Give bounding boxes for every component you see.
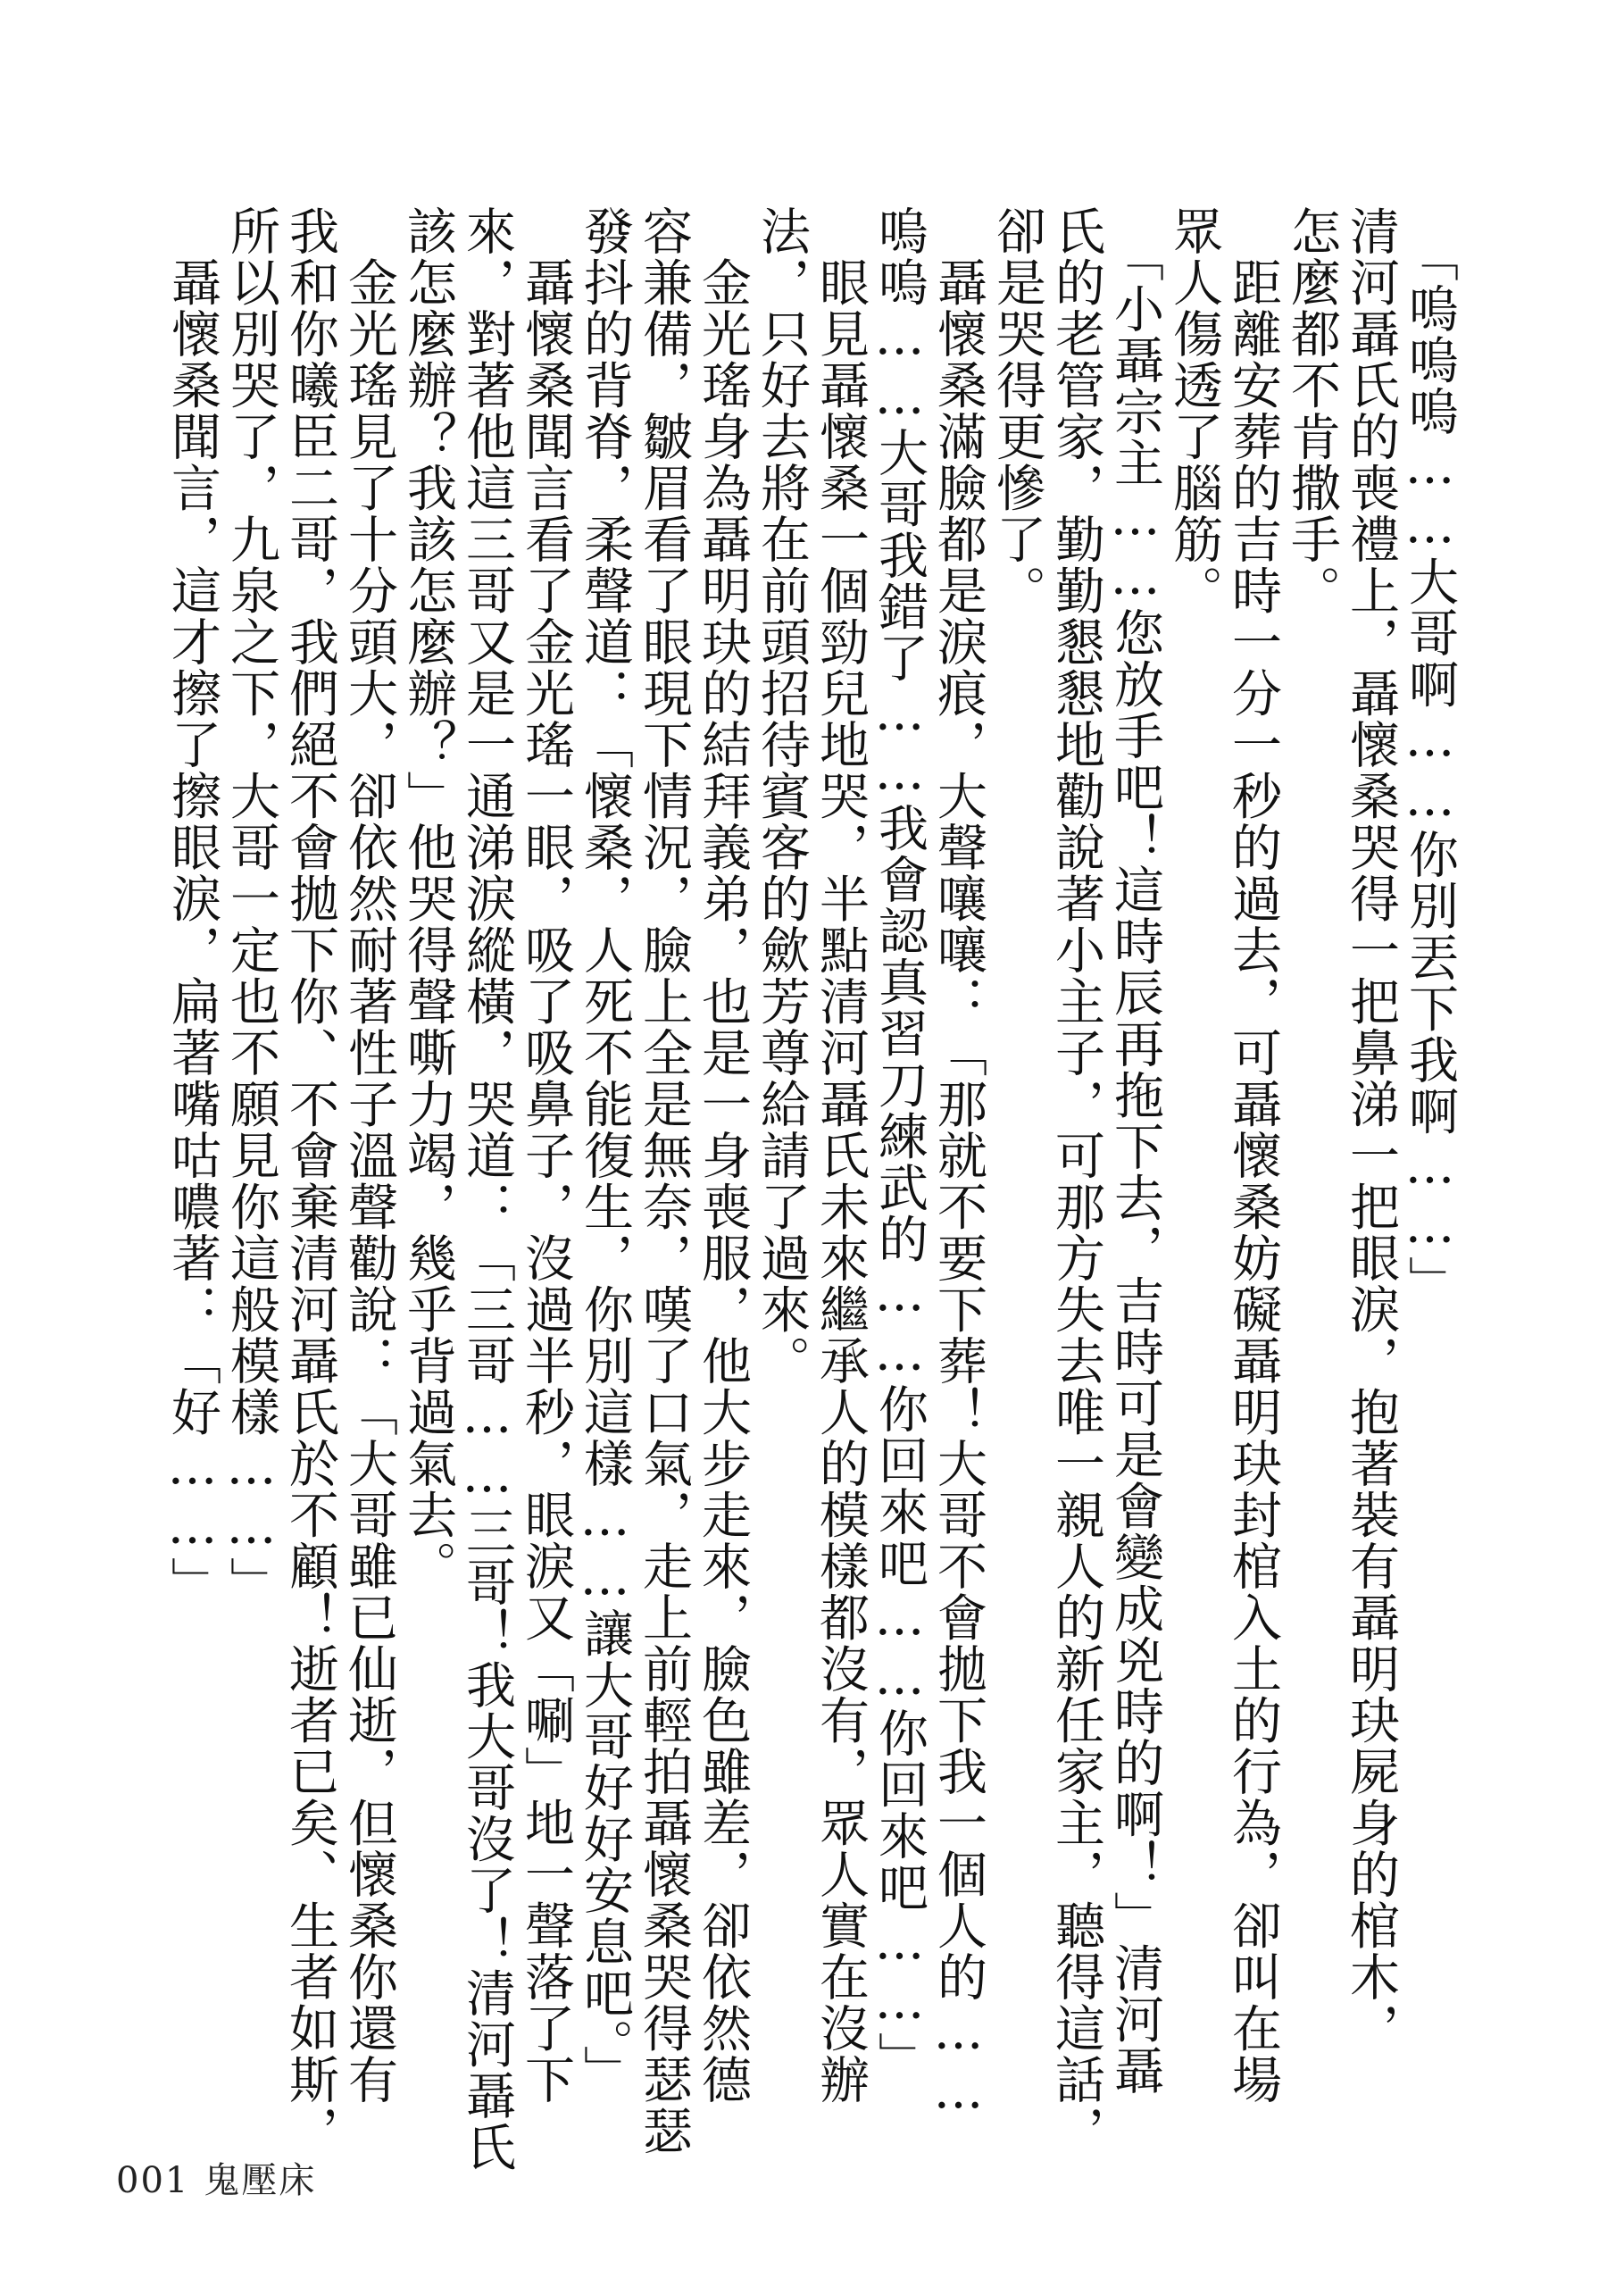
text-column: 氏的老管家，勤勤懇懇地勸說著小主子，可那方失去唯一親人的新任家主，聽得這話， [1047,205,1105,2157]
text-column: 聶懷桑滿臉都是淚痕，大聲嚷嚷：「那就不要下葬！大哥不會拋下我一個人的…… [929,205,987,2122]
text-column: 距離安葬的吉時一分一秒的過去，可聶懷桑妨礙聶明玦封棺入土的行為，卻叫在場 [1224,205,1282,2106]
text-column: 金光瑤見了十分頭大，卻依然耐著性子溫聲勸說：「大哥雖已仙逝，但懷桑你還有 [340,205,398,2106]
text-column: 該怎麼辦？我該怎麼辦？」他哭得聲嘶力竭，幾乎背過氣去。 [399,205,457,1592]
text-column: 眾人傷透了腦筋。 [1165,205,1223,616]
page-footer [116,2152,316,2203]
text-column: 卻是哭得更慘了。 [988,205,1046,616]
text-column: 發抖的背脊，柔聲道：「懷桑，人死不能復生，你別這樣……讓大哥好好安息吧。」 [576,205,634,2097]
text-column: 怎麼都不肯撒手。 [1283,205,1341,616]
text-column: 金光瑤身為聶明玦的結拜義弟，也是一身喪服，他大步走來，臉色雖差，卻依然德 [694,205,752,2106]
text-column: 我和你曦臣二哥，我們絕不會拋下你、不會棄清河聶氏於不顧！逝者已矣、生者如斯， [281,205,339,2157]
vertical-text-body [17,205,1459,2173]
text-column: 容兼備，皺眉看了眼現下情況，臉上全是無奈，嘆了口氣，走上前輕拍聶懷桑哭得瑟瑟 [635,205,693,2157]
text-column: 所以別哭了，九泉之下，大哥一定也不願見你這般模樣……」 [222,205,280,1608]
text-column: 法，只好去將在前頭招待賓客的歛芳尊給請了過來。 [753,205,811,1387]
text-column: 「小聶宗主……您放手吧！這時辰再拖下去，吉時可是會變成兇時的啊！」清河聶 [1106,205,1164,2097]
text-column: 來，對著他這三哥又是一通涕淚縱橫，哭道：「三哥……三哥！我大哥沒了！清河聶氏 [458,205,516,2173]
text-column: 「嗚嗚嗚……大哥啊……你別丟下我啊……」 [1401,205,1459,1307]
text-column: 聶懷桑聞言，這才擦了擦眼淚，扁著嘴咕噥著：「好……」 [163,205,221,1608]
text-column: 嗚嗚……大哥我錯了……我會認真習刀練武的……你回來吧……你回來吧……」 [870,205,929,2083]
text-column: 眼見聶懷桑一個勁兒地哭，半點清河聶氏未來繼承人的模樣都沒有，眾人實在沒辦 [812,205,870,2106]
text-column: 清河聶氏的喪禮上，聶懷桑哭得一把鼻涕一把眼淚，抱著裝有聶明玦屍身的棺木， [1342,205,1400,2054]
book-title: 鬼壓床 [204,2160,317,2201]
page-number: 001 [116,2160,190,2201]
text-column: 聶懷桑聞言看了金光瑤一眼，吸了吸鼻子，沒過半秒，眼淚又「唰」地一聲落了下 [517,205,575,2106]
